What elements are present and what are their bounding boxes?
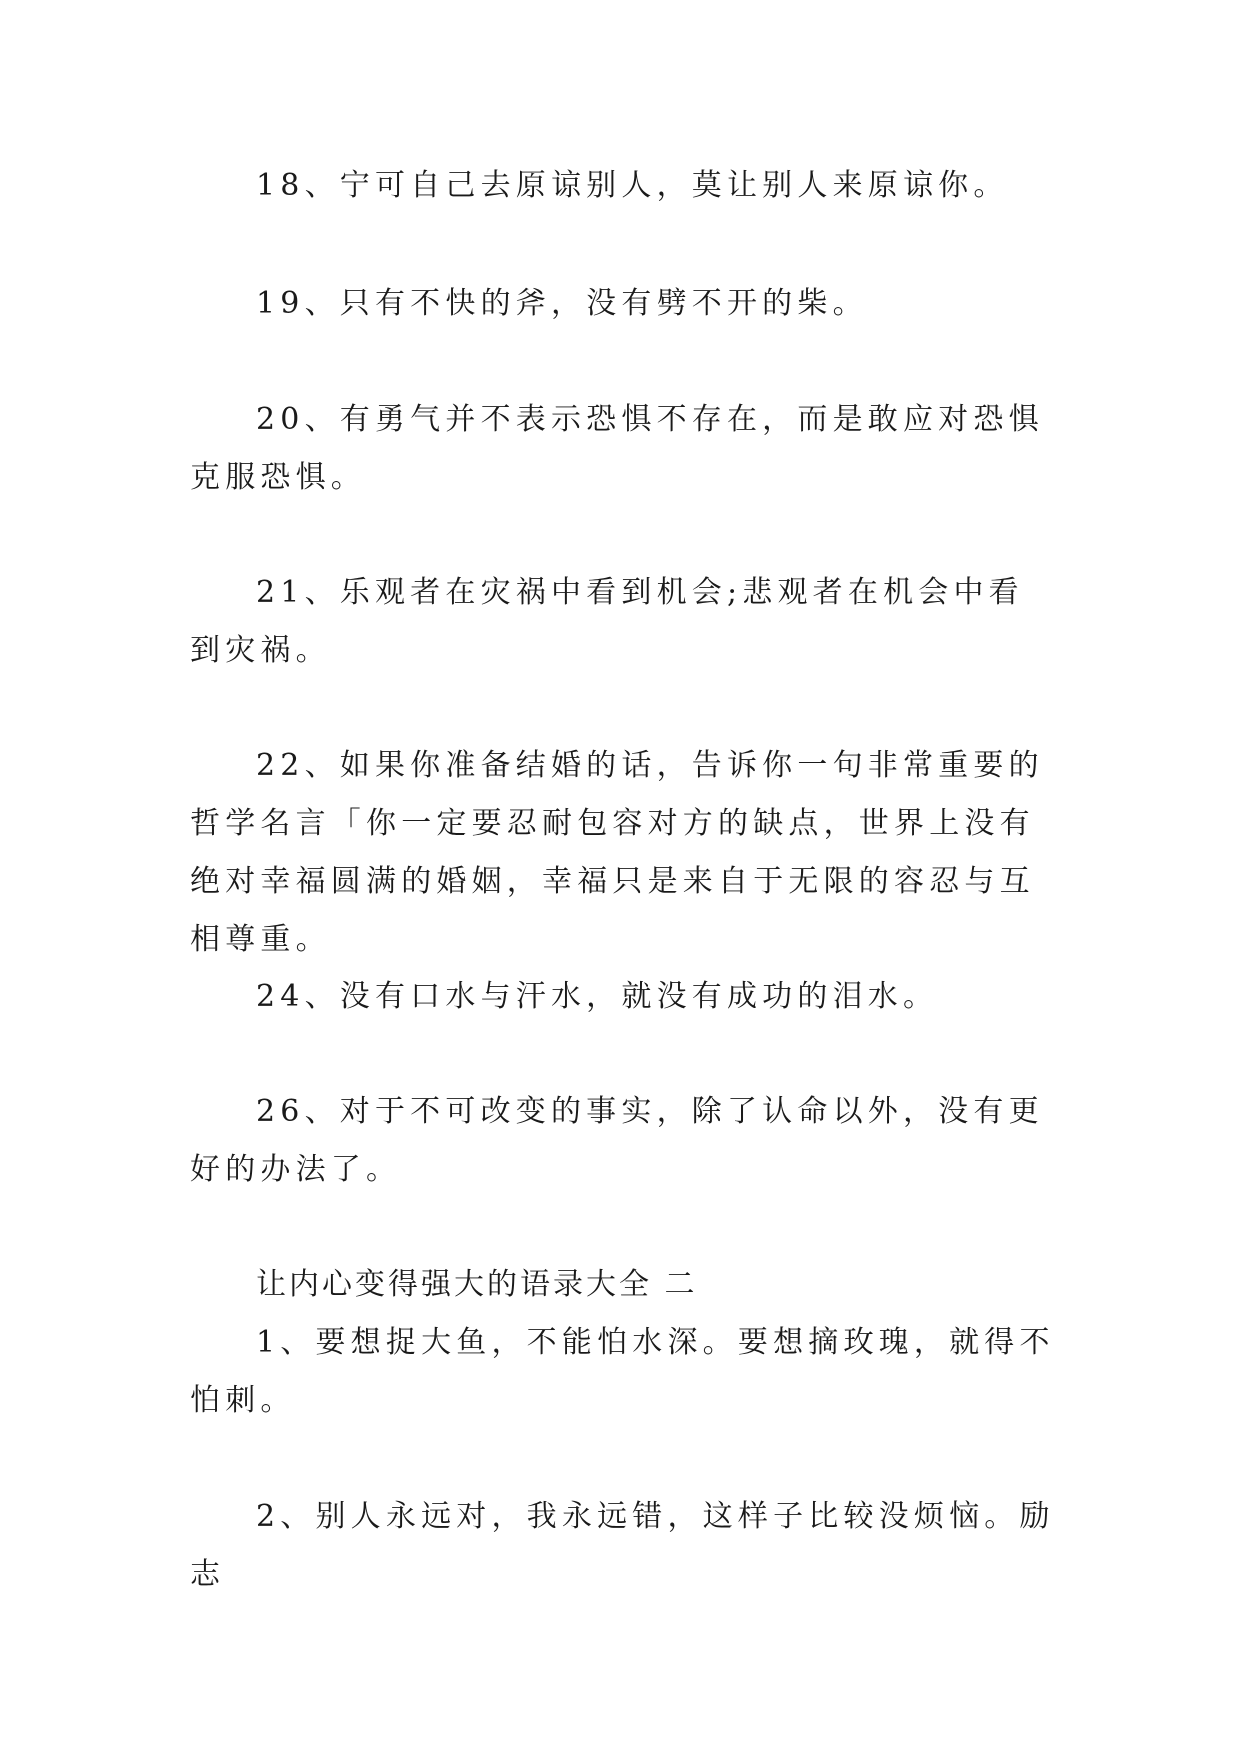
section-quote-2: 2、别人永远对，我永远错，这样子比较没烦恼。励志 — [190, 1499, 1055, 1592]
section-heading: 让内心变得强大的语录大全 二 — [256, 1267, 698, 1302]
quote-18: 18、宁可自己去原谅别人，莫让别人来原谅你。 — [256, 168, 1009, 203]
section-quote-1: 1、要想捉大鱼，不能怕水深。要想摘玫瑰，就得不怕刺。 — [190, 1325, 1055, 1418]
quote-20: 20、有勇气并不表示恐惧不存在，而是敢应对恐惧克服恐惧。 — [190, 402, 1044, 495]
quote-19: 19、只有不快的斧，没有劈不开的柴。 — [256, 286, 868, 321]
quote-24: 24、没有口水与汗水，就没有成功的泪水。 — [256, 979, 939, 1014]
quote-22: 22、如果你准备结婚的话，告诉你一句非常重要的哲学名言「你一定要忍耐包容对方的缺点，世界上没有绝对幸福圆满的婚姻，幸福只是来自于无限的容忍与互相尊重。 — [190, 748, 1044, 957]
quote-21: 21、乐观者在灾祸中看到机会;悲观者在机会中看到灾祸。 — [190, 575, 1024, 668]
quote-26: 26、对于不可改变的事实，除了认命以外，没有更好的办法了。 — [190, 1094, 1044, 1187]
